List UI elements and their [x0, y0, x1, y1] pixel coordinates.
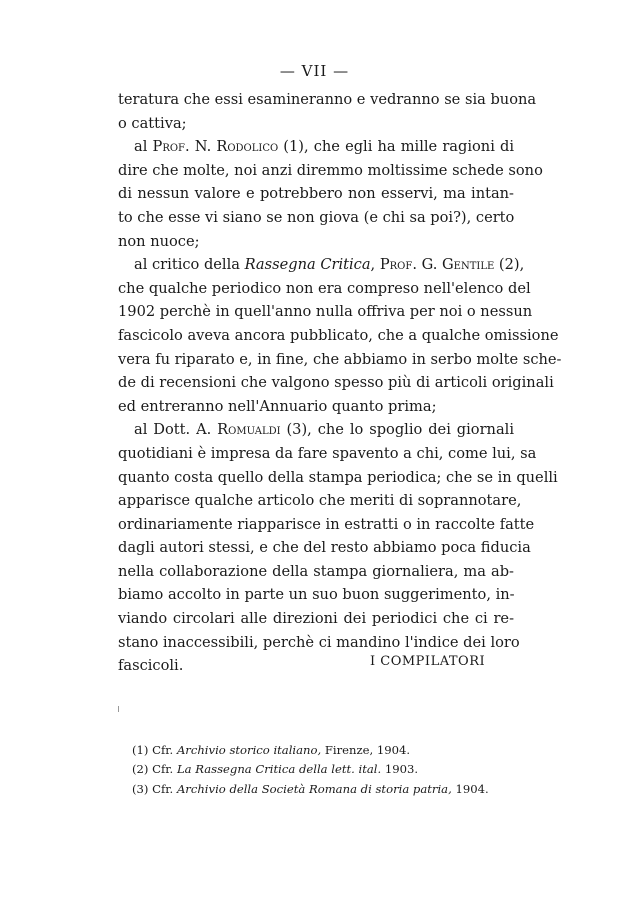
text-line: che qualche periodico non era compreso nell'elenco del: [118, 279, 531, 297]
signature: I COMPILATORI: [370, 654, 486, 669]
text-line: dagli autori stessi, e che del resto abbiamo poca fiducia: [118, 539, 531, 557]
text-line: nella collaborazione della stampa giornaliera, ma ab-: [118, 562, 514, 580]
text-line: biamo accolto in parte un suo buon suggerimento, in-: [118, 586, 515, 604]
text-line: teratura che essi esamineranno e vedranno se sia buona: [118, 91, 537, 108]
text-line: o cattiva;: [118, 114, 187, 132]
text-line: di nessun valore e potrebbero non esservi, ma intan-: [118, 185, 514, 203]
person-name: Romualdi: [217, 421, 281, 439]
text-line: ordinariamente riapparisce in estratti o in raccolte fatte: [118, 515, 535, 533]
footnote-2: (2) Cfr. La Rassegna Critica della lett. ital. 1903.: [132, 762, 419, 777]
body-text: [118, 88, 562, 678]
text-line: non nuoce;: [118, 232, 200, 250]
text-line: stano inaccessibili, perchè ci mandino l'indice dei loro: [118, 633, 520, 651]
footnotes: [132, 741, 512, 799]
text-line: quanto costa quello della stampa periodica; che se in quelli: [118, 468, 558, 486]
text-line: ed entreranno nell'Annuario quanto prima;: [118, 397, 437, 415]
paragraph-gentile: al critico della Rassegna Critica, Prof. G. Gentile (2),: [134, 256, 525, 274]
print-mark: [118, 706, 119, 712]
text-line: vera fu riparato e, in fine, che abbiamo in serbo molte sche-: [118, 350, 562, 368]
text-line: to che esse vi siano se non giova (e chi sa poi?), certo: [118, 208, 515, 226]
text-line: 1902 perchè in quell'anno nulla offriva per noi o nessun: [118, 303, 533, 321]
text-line: fascicoli.: [118, 657, 184, 675]
person-name: Prof. N. Rodolico: [152, 138, 279, 156]
text-line: viando circolari alle direzioni dei periodici che ci re-: [118, 610, 514, 628]
person-name: Prof. G. Gentile: [379, 256, 495, 274]
journal-title: Rassegna Critica: [244, 256, 371, 274]
paragraph-rodolico: al Prof. N. Rodolico (1), che egli ha mille ragioni di: [134, 138, 514, 156]
text-line: de di recensioni che valgono spesso più di articoli originali: [118, 374, 554, 392]
page-number: — VII —: [279, 62, 350, 80]
text-line: apparisce qualche articolo che meriti di soprannotare,: [118, 492, 522, 510]
footnote-1: (1) Cfr. Archivio storico italiano, Firenze, 1904.: [132, 743, 411, 757]
footnote-3: (3) Cfr. Archivio della Società Romana di storia patria, 1904.: [132, 781, 489, 796]
paragraph-romualdi: al Dott. A. Romualdi (3), che lo spoglio dei giornali: [134, 421, 514, 439]
text-line: quotidiani è impresa da fare spavento a chi, come lui, sa: [118, 444, 537, 462]
text-line: dire che molte, noi anzi diremmo moltissime schede sono: [118, 161, 543, 179]
text-line: fascicolo aveva ancora pubblicato, che a qualche omissione: [118, 326, 559, 344]
